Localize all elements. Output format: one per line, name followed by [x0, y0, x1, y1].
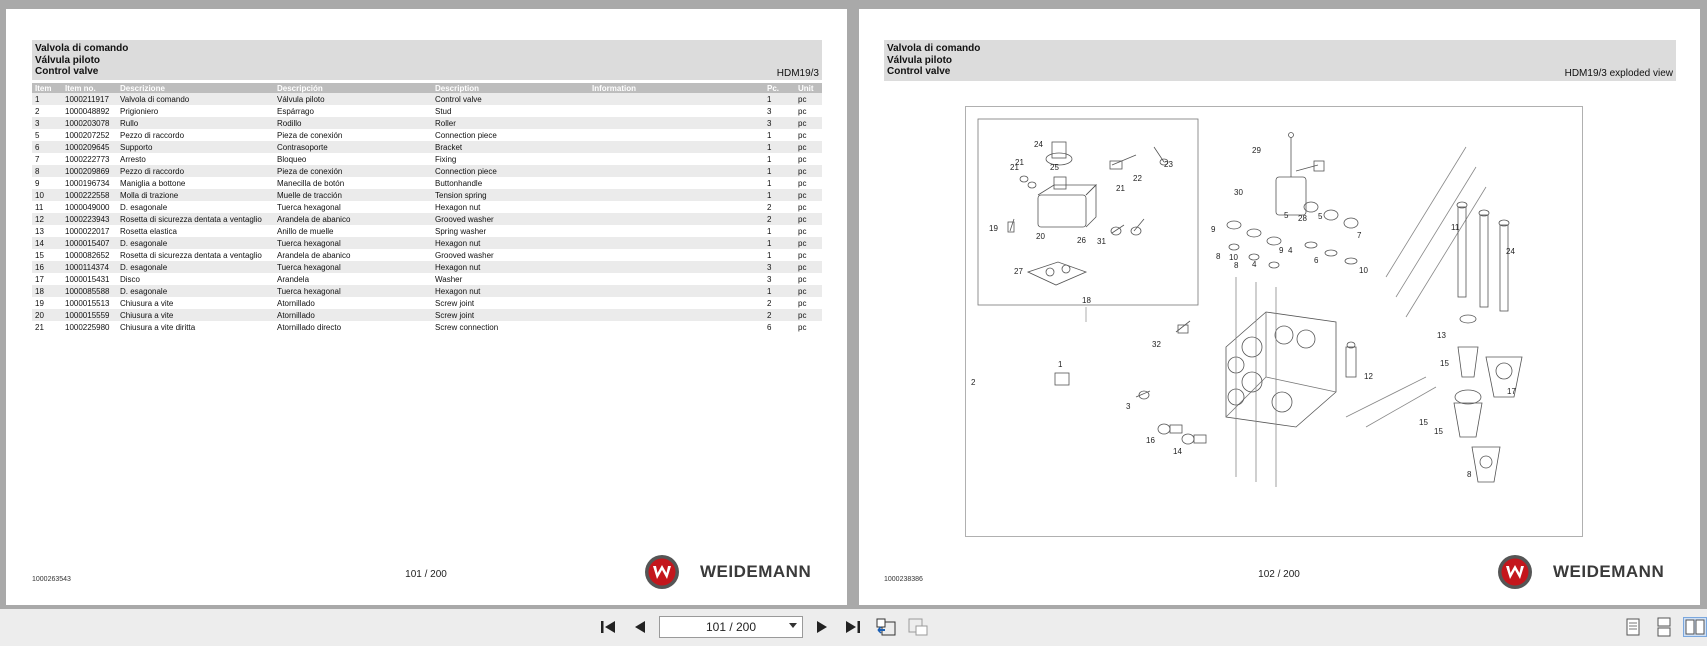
callout-label: 31 [1097, 237, 1106, 246]
col-descrizione: Molla di trazione [117, 189, 274, 201]
two-page-view-button[interactable] [1683, 617, 1707, 637]
callout-label: 5 [1284, 211, 1289, 220]
col-item-no: 1000015407 [62, 237, 117, 249]
col-pc: 1 [767, 130, 772, 140]
col-item: 17 [35, 274, 44, 284]
col-descrizione: Rullo [117, 117, 274, 129]
col-pc: 2 [764, 309, 795, 321]
col-pc: 1 [764, 189, 795, 201]
callout-label: 10 [1359, 266, 1368, 275]
col-pc: 1 [767, 178, 772, 188]
col-information [589, 321, 764, 333]
col-unit: pc [798, 130, 807, 140]
page-number: 102 / 200 [1258, 569, 1300, 580]
col-item-no: 1000015431 [65, 274, 110, 284]
col-description: Spring washer [435, 226, 487, 236]
col-item: 1 [32, 93, 62, 105]
callout-label: 23 [1164, 160, 1173, 169]
col-item: 20 [32, 309, 62, 321]
callout-label: 9 [1279, 246, 1284, 255]
continuous-view-icon [1655, 617, 1673, 637]
col-unit: pc [798, 202, 807, 212]
col-unit: pc [795, 261, 822, 273]
callout-label: 26 [1077, 236, 1086, 245]
col-pc: 2 [767, 298, 772, 308]
title-spanish: Válvula piloto [35, 55, 101, 66]
col-item: 14 [32, 237, 62, 249]
col-unit: pc [798, 226, 807, 236]
col-descrizione: Pezzo di raccordo [120, 130, 185, 140]
col-item: 19 [35, 298, 44, 308]
callout-label: 25 [1050, 163, 1059, 172]
col-item-header: Item [32, 83, 62, 93]
callout-label: 15 [1419, 418, 1428, 427]
col-pc: 2 [767, 202, 772, 212]
col-description: Tension spring [432, 189, 589, 201]
callout-label: 15 [1440, 359, 1449, 368]
col-information [589, 105, 764, 117]
col-pc: 3 [767, 106, 772, 116]
col-descripcion: Atornillado [277, 298, 315, 308]
col-pc: 3 [764, 261, 795, 273]
col-item: 2 [35, 106, 40, 116]
two-page-view-icon [1685, 618, 1705, 636]
callout-label: 10 [1229, 253, 1238, 262]
col-unit: pc [795, 213, 822, 225]
col-information [589, 201, 764, 213]
model-code: HDM19/3 exploded view [1564, 68, 1673, 79]
col-information [589, 93, 764, 105]
table-row [32, 261, 822, 273]
col-information [589, 165, 764, 177]
col-unit: pc [795, 141, 822, 153]
col-pc: 1 [764, 237, 795, 249]
callout-label: 22 [1133, 174, 1142, 183]
col-description: Screw joint [432, 309, 589, 321]
col-item-no: 1000225980 [65, 322, 110, 332]
chevron-down-icon[interactable] [789, 623, 797, 628]
previous-view-button[interactable] [875, 617, 897, 637]
brand-name: WEIDEMANN [700, 562, 812, 581]
callout-label: 7 [1357, 231, 1362, 240]
title-italian: Valvola di comando [887, 43, 981, 54]
col-descrizione: Pezzo di raccordo [117, 165, 274, 177]
col-item: 12 [32, 213, 62, 225]
col-unit: pc [795, 237, 822, 249]
col-descrizione: Maniglia a bottone [120, 178, 186, 188]
table-row [32, 153, 822, 165]
col-descrizione: Chiusura a vite diritta [120, 322, 196, 332]
col-descripcion: Manecilla de botón [277, 178, 345, 188]
callout-label: 14 [1173, 447, 1182, 456]
col-item-no: 1000022017 [65, 226, 110, 236]
table-row [32, 273, 822, 285]
col-pc: 3 [764, 117, 795, 129]
table-row [32, 117, 822, 129]
callout-label: 3 [1126, 402, 1131, 411]
col-descripcion: Tuerca hexagonal [274, 285, 432, 297]
col-item: 16 [32, 261, 62, 273]
col-unit: pc [798, 250, 807, 260]
col-unit: pc [798, 274, 807, 284]
brand-logo [644, 554, 811, 590]
table-row [32, 249, 822, 261]
col-item-no: 1000015513 [65, 298, 110, 308]
col-information [589, 129, 764, 141]
col-descrizione: Rosetta elastica [120, 226, 177, 236]
callout-label: 16 [1146, 436, 1155, 445]
col-descripcion-header: Descripción [274, 83, 432, 93]
col-description: Connection piece [435, 130, 497, 140]
col-item: 10 [32, 189, 62, 201]
col-information [589, 153, 764, 165]
col-information [589, 285, 764, 297]
callout-label: 17 [1507, 387, 1516, 396]
col-descrizione: D. esagonale [120, 202, 168, 212]
col-description: Screw joint [435, 298, 475, 308]
col-descrizione: Chiusura a vite [117, 309, 274, 321]
col-descrizione: Valvola di comando [117, 93, 274, 105]
col-item: 21 [35, 322, 44, 332]
callout-label: 4 [1288, 246, 1293, 255]
col-descrizione: Disco [120, 274, 141, 284]
table-row [32, 309, 822, 321]
callout-label: 18 [1082, 296, 1091, 305]
col-description: Washer [435, 274, 463, 284]
brand-logo [1497, 554, 1664, 590]
col-pc: 1 [767, 154, 772, 164]
col-item: 18 [32, 285, 62, 297]
title-english: Control valve [887, 66, 951, 77]
last-page-button[interactable] [842, 617, 864, 637]
table-row [32, 213, 822, 225]
page-number-field[interactable] [659, 616, 803, 638]
col-information [589, 189, 764, 201]
page-number: 101 / 200 [405, 569, 447, 580]
col-item: 7 [35, 154, 40, 164]
col-pc: 2 [764, 213, 795, 225]
parts-table [32, 83, 822, 333]
col-description: Stud [435, 106, 452, 116]
col-information-header: Information [589, 83, 764, 93]
col-descripcion: Tuerca hexagonal [274, 261, 432, 273]
callout-label: 28 [1298, 214, 1307, 223]
col-descrizione: Prigioniero [120, 106, 159, 116]
single-page-view-button[interactable] [1622, 617, 1644, 637]
col-descripcion: Arandela [277, 274, 310, 284]
col-item-no: 1000222558 [62, 189, 117, 201]
col-item: 13 [35, 226, 44, 236]
viewer-toolbar [0, 609, 1707, 646]
callout-label: 30 [1234, 188, 1243, 197]
previous-page-icon [633, 619, 647, 635]
col-descripcion: Tuerca hexagonal [274, 237, 432, 249]
col-unit-header: Unit [795, 83, 822, 93]
col-unit: pc [795, 93, 822, 105]
col-information [589, 261, 764, 273]
col-item-no-header: Item no. [62, 83, 117, 93]
callout-label: 6 [1314, 256, 1319, 265]
next-page-button[interactable] [810, 617, 832, 637]
table-row [32, 177, 822, 189]
col-descripcion: Atornillado directo [277, 322, 342, 332]
col-descrizione: D. esagonale [117, 261, 274, 273]
col-descripcion: Válvula piloto [274, 93, 432, 105]
col-information [589, 237, 764, 249]
col-item: 8 [32, 165, 62, 177]
col-descripcion: Espárrago [277, 106, 314, 116]
first-page-button[interactable] [597, 617, 619, 637]
col-descripcion: Pieza de conexión [274, 165, 432, 177]
next-view-icon [907, 617, 929, 637]
col-pc: 6 [767, 322, 772, 332]
next-view-button[interactable] [907, 617, 929, 637]
page-number-field-value: 101 / 200 [705, 620, 757, 634]
col-unit: pc [798, 154, 807, 164]
table-row [32, 237, 822, 249]
col-information [589, 141, 764, 153]
callout-label: 8 [1467, 470, 1472, 479]
col-item-no: 1000209869 [62, 165, 117, 177]
col-descrizione: Arresto [120, 154, 146, 164]
col-unit: pc [795, 189, 822, 201]
col-description: Bracket [432, 141, 589, 153]
col-descripcion: Rodillo [274, 117, 432, 129]
col-item-no: 1000196734 [65, 178, 110, 188]
col-descrizione: D. esagonale [117, 237, 274, 249]
col-description: Hexagon nut [435, 202, 481, 212]
col-descripcion: Bloqueo [277, 154, 307, 164]
table-row [32, 93, 822, 105]
weidemann-logo-icon [1497, 554, 1533, 590]
callout-label: 27 [1014, 267, 1023, 276]
table-row [32, 321, 822, 333]
col-item: 3 [32, 117, 62, 129]
col-description: Grooved washer [432, 213, 589, 225]
table-row [32, 129, 822, 141]
callout-label: 12 [1364, 372, 1373, 381]
table-row [32, 105, 822, 117]
last-page-icon [844, 619, 862, 635]
col-pc: 1 [767, 250, 772, 260]
col-description: Hexagon nut [432, 237, 589, 249]
col-pc: 1 [764, 141, 795, 153]
parts-list-header [32, 40, 822, 80]
col-descrizione: Rosetta di sicurezza dentata a ventaglio [120, 250, 262, 260]
weidemann-logo-icon [644, 554, 680, 590]
col-information [589, 297, 764, 309]
col-information [589, 177, 764, 189]
callout-label: 5 [1318, 212, 1323, 221]
col-descripcion: Arandela de abanico [277, 250, 351, 260]
col-descripcion: Atornillado [274, 309, 432, 321]
col-descrizione-header: Descrizione [117, 83, 274, 93]
col-descripcion: Arandela de abanico [274, 213, 432, 225]
col-pc: 3 [767, 274, 772, 284]
title-italian: Valvola di comando [35, 43, 129, 54]
callout-label: 11 [1451, 223, 1460, 232]
right-page [859, 9, 1700, 605]
col-description: Screw connection [435, 322, 499, 332]
col-descrizione: Supporto [117, 141, 274, 153]
callout-label: 2 [971, 378, 976, 387]
col-unit: pc [798, 106, 807, 116]
col-description: Grooved washer [435, 250, 494, 260]
col-description: Hexagon nut [432, 285, 589, 297]
table-row [32, 141, 822, 153]
col-description: Control valve [432, 93, 589, 105]
col-descripcion: Tuerca hexagonal [277, 202, 341, 212]
col-unit: pc [798, 298, 807, 308]
col-information [589, 309, 764, 321]
callout-label: 13 [1437, 331, 1446, 340]
callout-label: 9 [1211, 225, 1216, 234]
col-unit: pc [795, 165, 822, 177]
col-unit: pc [798, 322, 807, 332]
callout-label: 19 [989, 224, 998, 233]
col-item-no: 1000048892 [65, 106, 110, 116]
col-description: Buttonhandle [435, 178, 483, 188]
first-page-icon [599, 619, 617, 635]
callout-label: 24 [1034, 140, 1043, 149]
col-item: 9 [35, 178, 40, 188]
col-unit: pc [795, 309, 822, 321]
parts-table-body [32, 93, 822, 333]
table-row [32, 201, 822, 213]
col-description: Roller [432, 117, 589, 129]
col-pc: 1 [767, 226, 772, 236]
col-item-no: 1000082652 [65, 250, 110, 260]
previous-page-button[interactable] [629, 617, 651, 637]
next-page-icon [814, 619, 828, 635]
brand-name: WEIDEMANN [1553, 562, 1665, 581]
continuous-view-button[interactable] [1653, 617, 1675, 637]
col-information [589, 273, 764, 285]
callout-label: 21 [1010, 163, 1019, 172]
table-row [32, 297, 822, 309]
col-item-no: 1000114374 [62, 261, 117, 273]
table-header-row [32, 83, 822, 93]
col-information [589, 213, 764, 225]
col-unit: pc [795, 285, 822, 297]
col-item-no: 1000203078 [62, 117, 117, 129]
col-item: 6 [32, 141, 62, 153]
exploded-view-diagram [965, 106, 1583, 537]
col-descripcion: Pieza de conexión [277, 130, 343, 140]
table-row [32, 285, 822, 297]
control-valve-exploded-drawing [966, 107, 1582, 536]
col-item-no: 1000049000 [65, 202, 110, 212]
model-code: HDM19/3 [776, 68, 819, 79]
col-information [589, 117, 764, 129]
col-pc: 1 [764, 285, 795, 297]
callout-label: 8 [1234, 261, 1239, 270]
single-page-view-icon [1624, 617, 1642, 637]
col-item-no: 1000015559 [62, 309, 117, 321]
callout-label: 20 [1036, 232, 1045, 241]
document-number: 1000238386 [884, 576, 923, 583]
title-spanish: Válvula piloto [887, 55, 953, 66]
left-page [6, 9, 847, 605]
table-row [32, 165, 822, 177]
callout-label: 24 [1506, 247, 1515, 256]
col-description: Connection piece [432, 165, 589, 177]
callout-label: 1 [1058, 360, 1063, 369]
title-english: Control valve [35, 66, 99, 77]
col-item: 15 [35, 250, 44, 260]
document-number: 1000263543 [32, 576, 71, 583]
col-information [589, 249, 764, 261]
col-descrizione: Chiusura a vite [120, 298, 174, 308]
callout-label: 4 [1252, 260, 1257, 269]
col-item-no: 1000222773 [65, 154, 110, 164]
col-unit: pc [795, 117, 822, 129]
col-pc: 1 [764, 165, 795, 177]
col-item-no: 1000223943 [62, 213, 117, 225]
col-information [589, 225, 764, 237]
col-pc-header: Pc. [764, 83, 795, 93]
col-description: Hexagon nut [432, 261, 589, 273]
callout-label: 8 [1216, 252, 1221, 261]
col-descripcion: Muelle de tracción [274, 189, 432, 201]
col-item-no: 1000207252 [65, 130, 110, 140]
callout-label: 15 [1434, 427, 1443, 436]
table-row [32, 189, 822, 201]
table-row [32, 225, 822, 237]
col-descripcion: Anillo de muelle [277, 226, 334, 236]
col-descrizione: D. esagonale [117, 285, 274, 297]
col-descrizione: Rosetta di sicurezza dentata a ventaglio [117, 213, 274, 225]
col-pc: 1 [764, 93, 795, 105]
previous-view-icon [875, 617, 897, 637]
col-unit: pc [798, 178, 807, 188]
callout-label: 32 [1152, 340, 1161, 349]
col-item: 5 [35, 130, 40, 140]
col-item-no: 1000209645 [62, 141, 117, 153]
col-description-header: Description [432, 83, 589, 93]
callout-label: 21 [1015, 158, 1024, 167]
col-item-no: 1000211917 [62, 93, 117, 105]
callout-label: 21 [1116, 184, 1125, 193]
col-description: Fixing [435, 154, 457, 164]
diagram-header [884, 40, 1676, 81]
callout-label: 29 [1252, 146, 1261, 155]
col-item-no: 1000085588 [62, 285, 117, 297]
col-descripcion: Contrasoporte [274, 141, 432, 153]
col-item: 11 [35, 202, 44, 212]
